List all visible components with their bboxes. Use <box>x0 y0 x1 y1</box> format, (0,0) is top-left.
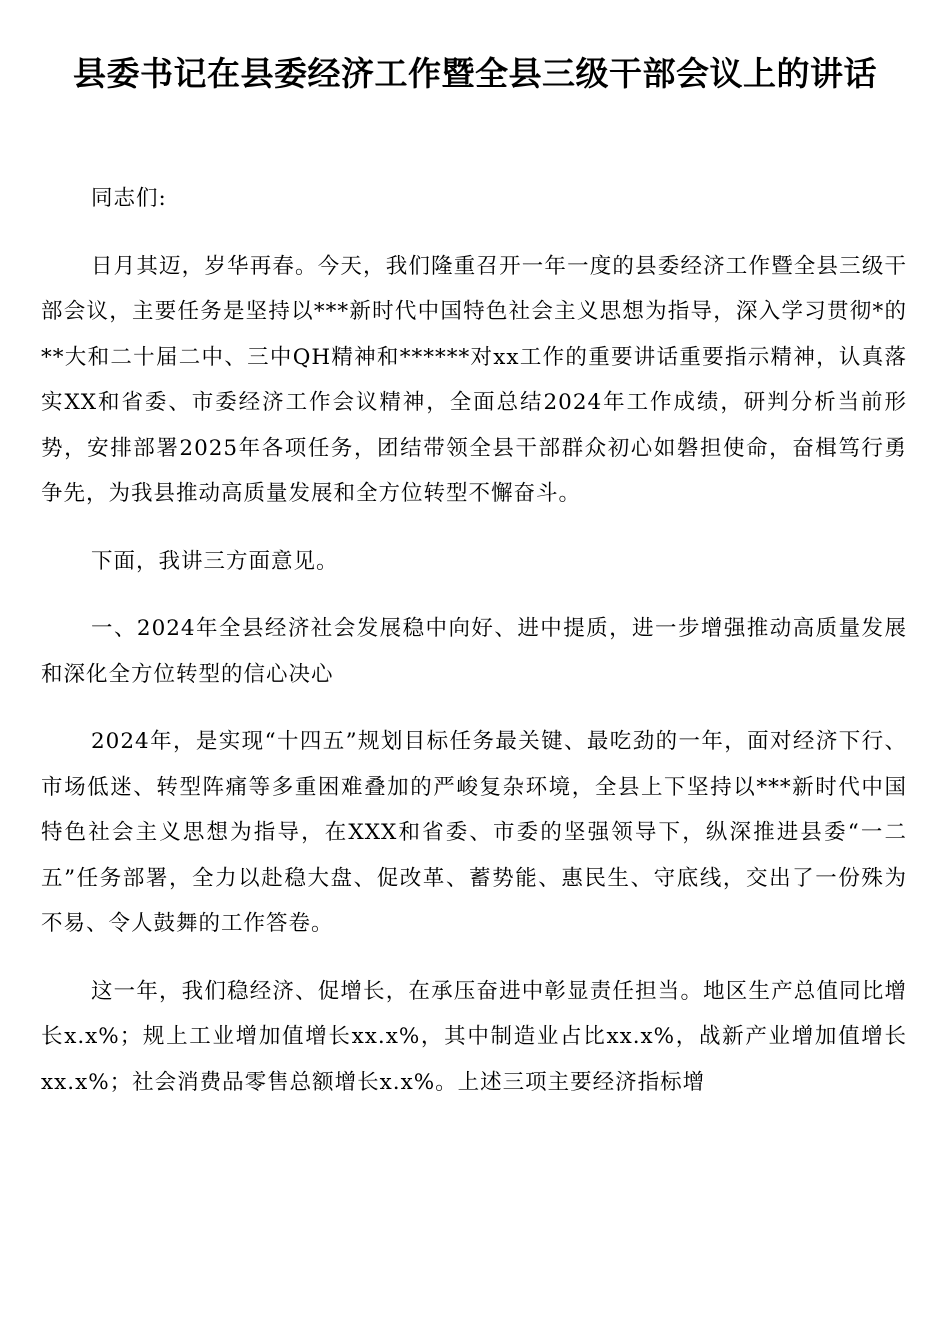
document-title: 县委书记在县委经济工作暨全县三级干部会议上的讲话 <box>73 54 877 93</box>
review-paragraph: 2024年，是实现“十四五”规划目标任务最关键、最吃劲的一年，面对经济下行、市场低迷、转型阵痛等多重困难叠加的严峻复杂环境，全县上下坚持以***新时代中国特色社会主义思想为指导，在XXX和省委、市委的坚强领导下，纵深推进县委“一二五”任务部署，全力以赴稳大盘、促改革、蓄势能、惠民生、守底线，交出了一份殊为不易、令人鼓舞的工作答卷。 <box>41 729 907 936</box>
document-body <box>41 176 907 1127</box>
salutation-paragraph: 同志们: <box>91 186 167 211</box>
outline-paragraph: 下面，我讲三方面意见。 <box>91 548 339 574</box>
economy-paragraph: 这一年，我们稳经济、促增长，在承压奋进中彰显责任担当。地区生产总值同比增长x.x%；规上工业增加值增长xx.x%，其中制造业占比xx.x%，战新产业增加值增长xx.x%；社会消费品零售总额增长x.x%。上述三项主要经济指标增 <box>41 978 907 1095</box>
section-one-heading: 一、2024年全县经济社会发展稳中向好、进中提质，进一步增强推动高质量发展和深化全方位转型的信心决心 <box>41 616 907 687</box>
opening-paragraph: 日月其迈，岁华再春。今天，我们隆重召开一年一度的县委经济工作暨全县三级干部会议，主要任务是坚持以***新时代中国特色社会主义思想为指导，深入学习贯彻*的**大和二十届二中、三中QH精神和******对xx工作的重要讲话重要指示精神，认真落实XX和省委、市委经济工作会议精神，全面总结2024年工作成绩，研判分析当前形势，安排部署2025年各项任务，团结带领全县干部群众初心如磐担使命，奋楫笃行勇争先，为我县推动高质量发展和全方位转型不懈奋斗。 <box>41 253 907 506</box>
